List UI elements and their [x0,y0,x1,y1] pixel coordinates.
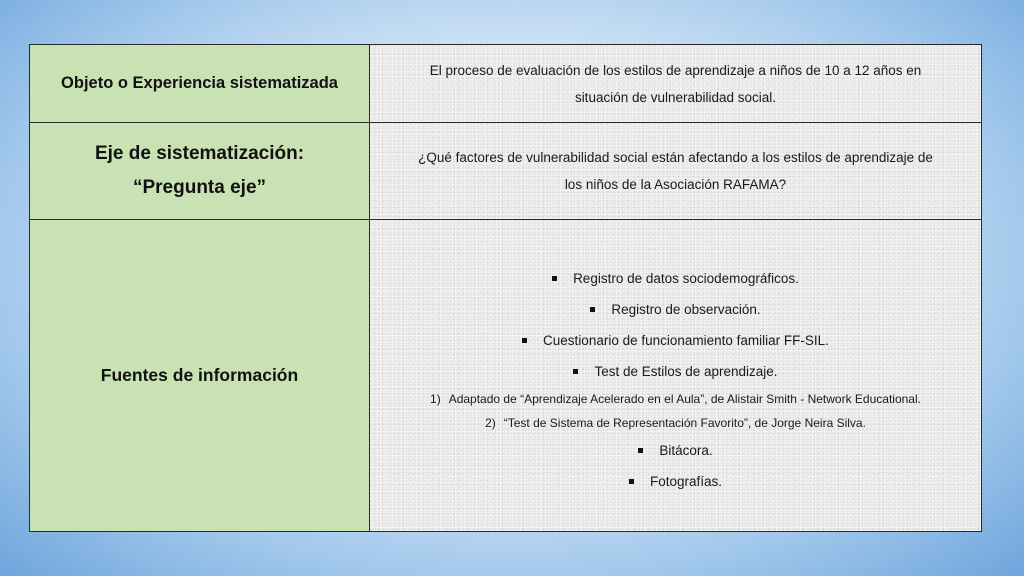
list-item [590,294,760,325]
content-line: ¿Qué factores de vulnerabilidad social están afectando a los estilos de aprendizaje de [418,150,933,165]
row-label-eje [30,123,370,220]
numbered-item [485,411,866,435]
label-text: “Pregunta eje” [132,177,267,198]
item-number: 2) [485,415,496,430]
numbered-item-text: “Test de Sistema de Representación Favorito”, de Jorge Neira Silva. [503,415,866,430]
row-label-fuentes [30,220,370,531]
label-text: Eje de sistematización: [94,143,305,164]
label-text: Objeto o Experiencia sistematizada [61,74,338,92]
numbered-item [430,387,921,411]
content-line: los niños de la Asociación RAFAMA? [564,177,787,192]
numbered-item-text: Adaptado de “Aprendizaje Acelerado en el Aula”, de Alistair Smith - Network Educational. [448,391,921,406]
systematization-table [29,44,982,532]
square-bullet-icon [638,448,643,453]
content-line: situación de vulnerabilidad social. [574,89,777,105]
list-item [629,466,722,497]
row-label-objeto [30,45,370,123]
list-item-text: Test de Estilos de aprendizaje. [594,363,778,379]
square-bullet-icon [552,276,557,281]
list-item-text: Registro de observación. [611,301,761,317]
row-content-objeto [370,45,981,123]
list-item-text: Bitácora. [659,442,713,458]
list-item [522,325,829,356]
list-item [552,263,799,294]
item-number: 1) [430,391,441,406]
label-text: Fuentes de información [100,365,299,385]
list-item-text: Cuestionario de funcionamiento familiar FF-SIL. [543,332,829,348]
row-content-fuentes [370,220,981,531]
list-item [573,356,777,387]
square-bullet-icon [590,307,595,312]
square-bullet-icon [573,369,578,374]
list-item-text: Fotografías. [649,473,723,489]
square-bullet-icon [522,338,527,343]
list-item [638,435,712,466]
row-content-eje [370,123,981,220]
square-bullet-icon [629,479,634,484]
list-item-text: Registro de datos sociodemográficos. [573,270,799,286]
content-line: El proceso de evaluación de los estilos de aprendizaje a niños de 10 a 12 años en [429,62,922,78]
